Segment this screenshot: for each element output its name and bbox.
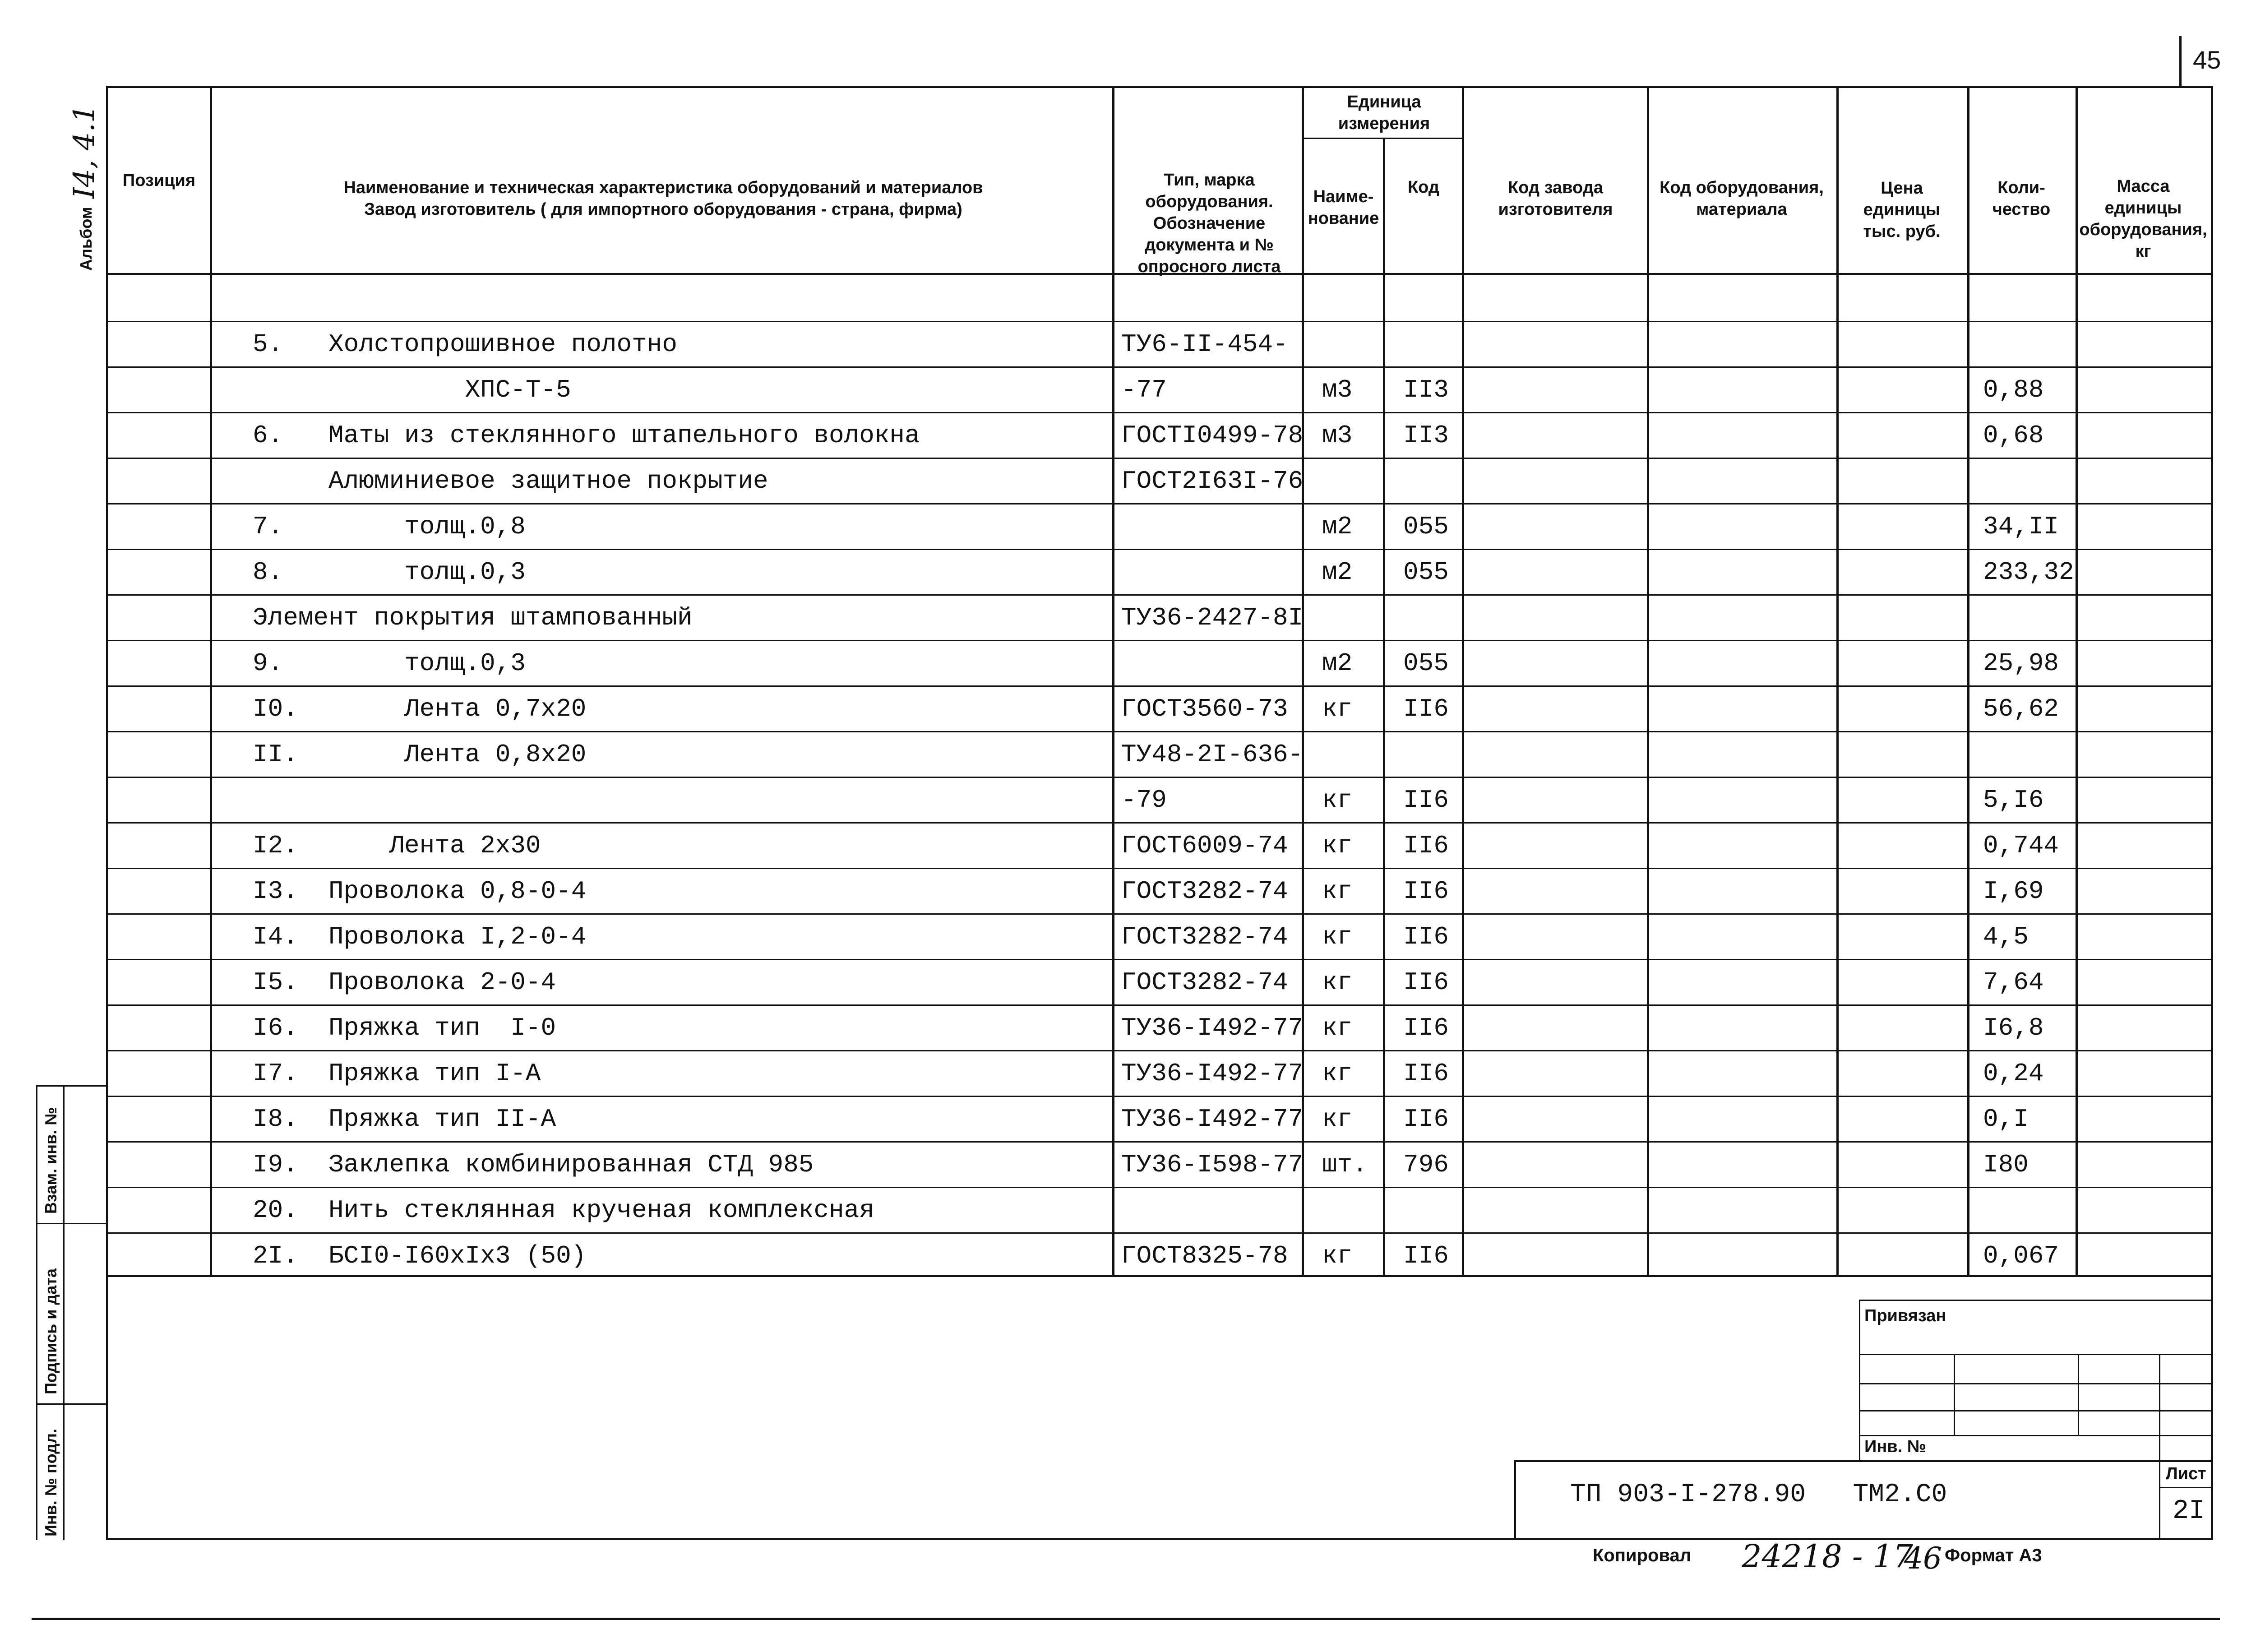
- col-divider: [210, 86, 212, 1277]
- header-qty: Коли-чество: [1992, 178, 2051, 219]
- row-qty: 0,24: [1983, 1059, 2044, 1088]
- row-type: ГОСТ3282-74: [1121, 877, 1288, 906]
- row-type: ГОСТ2I63I-76: [1121, 467, 1304, 495]
- handwritten-number-2: 46: [1904, 1541, 1942, 1576]
- frame-right: [2211, 86, 2213, 1540]
- row-qty: 233,32: [1983, 558, 2074, 587]
- inv-no-label: Инв. №: [1864, 1437, 1927, 1456]
- header-factory-code: Код завода изготовителя: [1498, 178, 1613, 219]
- row-code: II6: [1403, 694, 1449, 723]
- row-unit: кг: [1322, 786, 1353, 814]
- row-name: I3. Проволока 0,8-0-4: [253, 877, 587, 906]
- row-name: I4. Проволока I,2-0-4: [253, 922, 587, 951]
- album-label: Альбом: [77, 207, 95, 271]
- row-code: II3: [1403, 421, 1449, 450]
- unit-group-line: [1302, 138, 1464, 139]
- row-qty: 0,I: [1983, 1105, 2029, 1134]
- row-unit: м3: [1322, 375, 1353, 404]
- row-name: I2. Лента 2х30: [253, 831, 541, 860]
- list-label: Лист: [2166, 1464, 2206, 1483]
- album-number: I4, 4.1: [68, 104, 101, 199]
- row-unit: кг: [1322, 877, 1353, 906]
- row-name: II. Лента 0,8х20: [253, 740, 587, 769]
- header-name: Наименование и техническая характеристика оборудований и материалов Завод изготовитель ( для импортного оборудования - страна, фирма): [343, 178, 983, 219]
- row-unit: м3: [1322, 421, 1353, 450]
- row-unit: м2: [1322, 558, 1353, 587]
- row-type: ГОСТ3282-74: [1121, 922, 1288, 951]
- title-block-left: [1514, 1460, 1516, 1540]
- side-stamp-line: [36, 1223, 106, 1224]
- format-label: Формат А3: [1945, 1546, 2042, 1565]
- col-divider: [1383, 138, 1385, 1277]
- side-stamp-left: [36, 1085, 37, 1540]
- col-divider: [1462, 86, 1464, 1277]
- header-equip-code: Код оборудования, материала: [1660, 178, 1824, 219]
- row-type: ТУ48-2I-636-: [1121, 740, 1304, 769]
- row-unit: кг: [1322, 1105, 1353, 1134]
- row-type: ГОСТI0499-78: [1121, 421, 1304, 450]
- row-code: II3: [1403, 375, 1449, 404]
- row-qty: 7,64: [1983, 968, 2044, 997]
- row-unit: кг: [1322, 1013, 1353, 1042]
- row-type: ГОСТ6009-74: [1121, 831, 1288, 860]
- row-qty: I80: [1983, 1150, 2029, 1179]
- row-unit: кг: [1322, 922, 1353, 951]
- col-divider: [1836, 86, 1839, 1277]
- stamp-line: [2159, 1354, 2160, 1538]
- row-code: II6: [1403, 968, 1449, 997]
- kopiroval-label: Копировал: [1593, 1546, 1692, 1565]
- row-name: 9. толщ.0,3: [253, 649, 526, 678]
- row-qty: 0,88: [1983, 375, 2044, 404]
- row-type: ТУ36-I492-77: [1121, 1105, 1304, 1134]
- row-qty: 0,067: [1983, 1241, 2059, 1270]
- row-type: -79: [1121, 786, 1167, 814]
- row-code: 055: [1403, 558, 1449, 587]
- row-name: I5. Проволока 2-0-4: [253, 968, 556, 997]
- row-code: II6: [1403, 786, 1449, 814]
- row-qty: 34,II: [1983, 512, 2059, 541]
- row-name: 6. Маты из стеклянного штапельного волокна: [253, 421, 920, 450]
- vzam-label: Взам. инв. №: [42, 1107, 60, 1214]
- row-type: ТУ36-I492-77: [1121, 1013, 1304, 1042]
- document-code: ТП 903-I-278.90 ТМ2.С0: [1570, 1480, 1947, 1509]
- privyazan-label: Привязан: [1864, 1306, 1946, 1325]
- row-type: ТУ36-I598-77: [1121, 1150, 1304, 1179]
- row-unit: м2: [1322, 649, 1353, 678]
- row-code: II6: [1403, 1059, 1449, 1088]
- row-name: 2I. БСI0-I60хIх3 (50): [253, 1241, 587, 1270]
- title-block-top: [1514, 1460, 2213, 1462]
- row-unit: кг: [1322, 694, 1353, 723]
- podpis-label: Подпись и дата: [42, 1268, 60, 1394]
- row-name: I7. Пряжка тип I-А: [253, 1059, 541, 1088]
- stamp-line: [2078, 1354, 2079, 1435]
- inv-podl-label: Инв. № подл.: [42, 1429, 60, 1536]
- row-type: ТУ36-I492-77: [1121, 1059, 1304, 1088]
- row-code: II6: [1403, 877, 1449, 906]
- col-divider: [1112, 86, 1114, 1277]
- row-name: I9. Заклепка комбинированная СТД 985: [253, 1150, 814, 1179]
- row-name: I8. Пряжка тип II-А: [253, 1105, 556, 1134]
- row-qty: I6,8: [1983, 1013, 2044, 1042]
- row-qty: 25,98: [1983, 649, 2059, 678]
- header-type: Тип, марка оборудования. Обозначение документа и № опросного листа: [1137, 171, 1281, 276]
- row-name: 5. Холстопрошивное полотно: [253, 330, 677, 359]
- stamp-line: [1859, 1300, 2213, 1301]
- row-name: Алюминиевое защитное покрытие: [253, 467, 768, 495]
- row-code: 055: [1403, 649, 1449, 678]
- row-code: II6: [1403, 1105, 1449, 1134]
- row-name: ХПС-Т-5: [253, 375, 571, 404]
- row-name: I0. Лента 0,7х20: [253, 694, 587, 723]
- row-unit: шт.: [1322, 1150, 1368, 1179]
- row-code: II6: [1403, 922, 1449, 951]
- row-name: 8. толщ.0,3: [253, 558, 526, 587]
- list-divider: [2159, 1487, 2213, 1488]
- page-number-box-left: [2179, 36, 2182, 88]
- stamp-line: [1954, 1354, 1955, 1435]
- header-unit-code: Код: [1407, 178, 1440, 197]
- row-name: 7. толщ.0,8: [253, 512, 526, 541]
- header-mass: Масса единицы оборудования, кг: [2079, 177, 2207, 261]
- row-code: II6: [1403, 1013, 1449, 1042]
- row-code: 055: [1403, 512, 1449, 541]
- row-type: ГОСТ8325-78: [1121, 1241, 1288, 1270]
- header-position: Позиция: [122, 171, 196, 190]
- row-type: ТУ6-II-454-: [1121, 330, 1288, 359]
- row-qty: 5,I6: [1983, 786, 2044, 814]
- header-price: Цена единицы тыс. руб.: [1863, 179, 1941, 241]
- row-type: ГОСТ3282-74: [1121, 968, 1288, 997]
- page-number: 45: [2193, 46, 2221, 74]
- row-code: II6: [1403, 1241, 1449, 1270]
- row-unit: кг: [1322, 1059, 1353, 1088]
- list-number: 2I: [2173, 1496, 2205, 1527]
- row-name: 20. Нить стеклянная крученая комплексная: [253, 1196, 874, 1225]
- side-stamp-line: [36, 1085, 106, 1087]
- row-qty: 4,5: [1983, 922, 2029, 951]
- row-unit: кг: [1322, 968, 1353, 997]
- row-code: II6: [1403, 831, 1449, 860]
- row-name: I6. Пряжка тип I-0: [253, 1013, 556, 1042]
- header-unit-name: Наиме-нование: [1308, 187, 1379, 228]
- row-unit: кг: [1322, 831, 1353, 860]
- row-unit: кг: [1322, 1241, 1353, 1270]
- header-unit-group: Единица измерения: [1338, 93, 1430, 133]
- row-name: Элемент покрытия штампованный: [253, 603, 693, 632]
- row-unit: м2: [1322, 512, 1353, 541]
- side-stamp-line: [36, 1403, 106, 1405]
- row-qty: 56,62: [1983, 694, 2059, 723]
- frame-left: [106, 86, 108, 1540]
- side-stamp-mid: [63, 1085, 65, 1540]
- row-qty: 0,68: [1983, 421, 2044, 450]
- handwritten-number: 24218 - 17: [1742, 1538, 1913, 1575]
- row-type: ГОСТ3560-73: [1121, 694, 1288, 723]
- row-type: ТУ36-2427-8I: [1121, 603, 1304, 632]
- row-type: -77: [1121, 375, 1167, 404]
- row-code: 796: [1403, 1150, 1449, 1179]
- row-qty: 0,744: [1983, 831, 2059, 860]
- page-bottom-rule: [32, 1618, 2220, 1620]
- row-qty: I,69: [1983, 877, 2044, 906]
